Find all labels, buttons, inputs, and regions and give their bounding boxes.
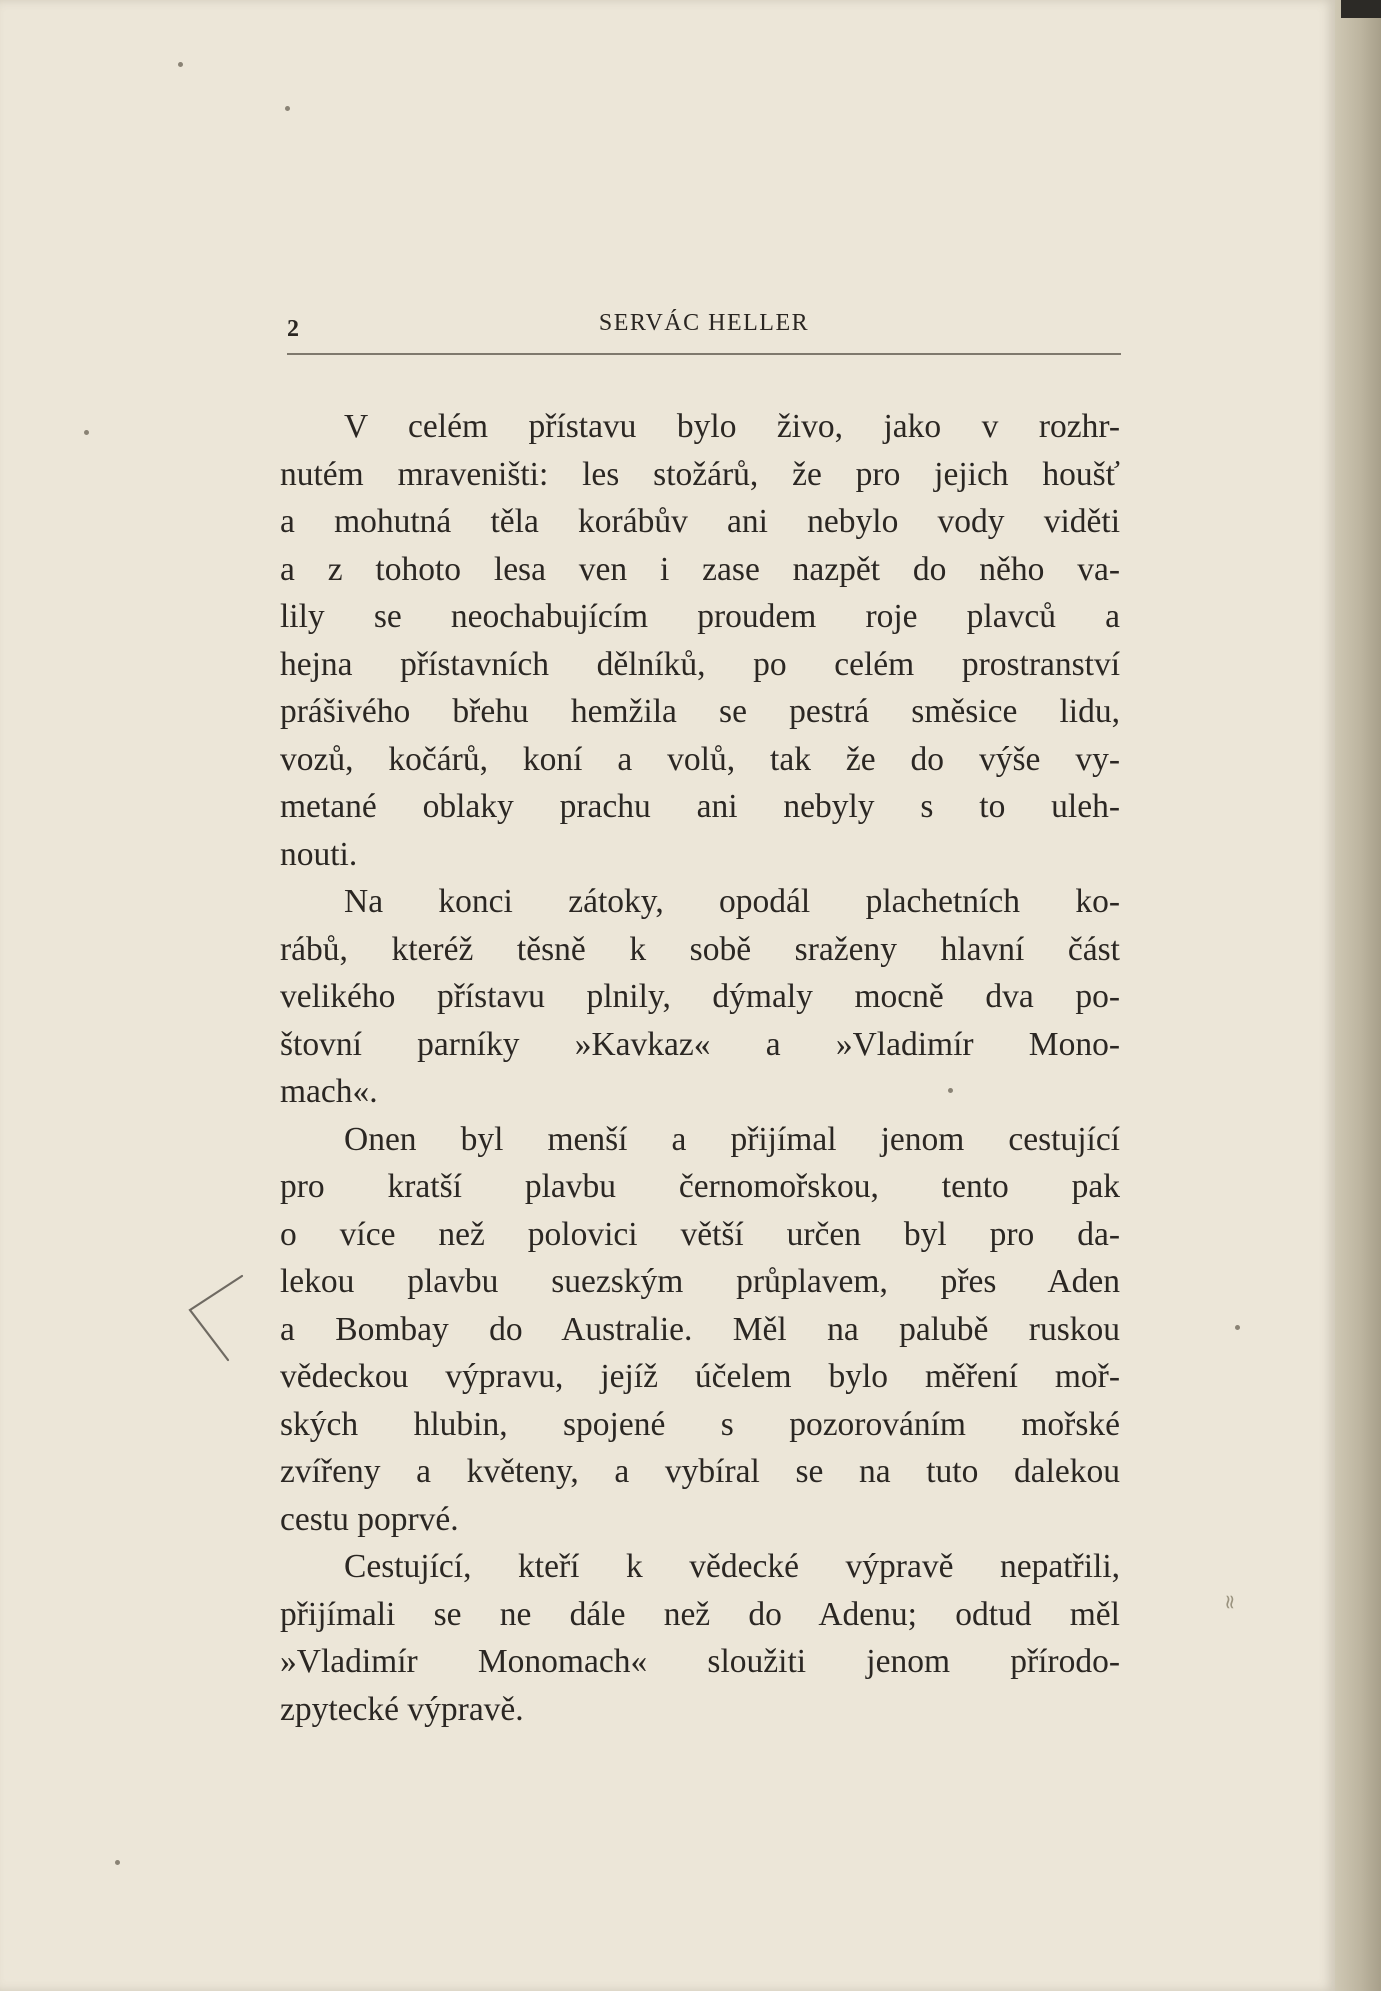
text-line: rábů, kteréž těsně k sobě sraženy hlavní část bbox=[280, 930, 1120, 968]
book-edge bbox=[1335, 0, 1381, 1991]
text-line: a mohutná těla korábův ani nebylo vody viděti bbox=[280, 503, 1120, 540]
text-line: lekou plavbu suezským průplavem, přes Aden bbox=[280, 1263, 1120, 1300]
paper-speck bbox=[285, 106, 290, 111]
text-line: vědeckou výpravu, jejíž účelem bylo měření moř- bbox=[280, 1358, 1120, 1395]
text-line: nouti. bbox=[280, 835, 358, 873]
paper-speck bbox=[948, 1088, 953, 1093]
page-header bbox=[287, 308, 1121, 348]
paper-speck bbox=[1235, 1325, 1240, 1330]
page-number: 2 bbox=[287, 316, 299, 342]
text-line: »Vladimír Monomach« sloužiti jenom přírodo- bbox=[280, 1643, 1120, 1680]
text-line: nutém mraveništi: les stožárů, že pro jejich houšť bbox=[280, 455, 1120, 493]
paragraph-3 bbox=[280, 1116, 1120, 1544]
text-line: vozů, kočárů, koní a volů, tak že do výše vy- bbox=[280, 740, 1120, 778]
paragraph-1 bbox=[280, 403, 1120, 878]
text-line: zpytecké výpravě. bbox=[280, 1690, 524, 1728]
text-line: přijímali se ne dále než do Adenu; odtud měl bbox=[280, 1595, 1120, 1633]
paper-speck bbox=[84, 430, 89, 435]
text-line: metané oblaky prachu ani nebyly s to uleh- bbox=[280, 788, 1120, 825]
text-line: Onen byl menší a přijímal jenom cestující bbox=[344, 1120, 1120, 1158]
paper-speck bbox=[115, 1860, 120, 1865]
text-line: prášivého břehu hemžila se pestrá směsice lidu, bbox=[280, 693, 1120, 730]
paragraph-4 bbox=[280, 1543, 1120, 1733]
text-line: zvířeny a květeny, a vybíral se na tuto dalekou bbox=[280, 1453, 1120, 1490]
text-line: velikého přístavu plnily, dýmaly mocně dva po- bbox=[280, 978, 1120, 1015]
text-line: Cestující, kteří k vědecké výpravě nepatřili, bbox=[344, 1548, 1120, 1585]
text-line: hejna přístavních dělníků, po celém prostranství bbox=[280, 645, 1120, 683]
paper-speck bbox=[178, 62, 183, 67]
text-line: pro kratší plavbu černomořskou, tento pak bbox=[280, 1168, 1120, 1205]
text-line: ských hlubin, spojené s pozorováním mořské bbox=[280, 1405, 1120, 1443]
paragraph-2 bbox=[280, 878, 1120, 1116]
text-line: cestu poprvé. bbox=[280, 1500, 459, 1538]
text-line: o více než polovici větší určen byl pro da- bbox=[280, 1215, 1120, 1253]
text-line: mach«. bbox=[280, 1073, 378, 1110]
scan-corner bbox=[1341, 0, 1381, 18]
text-line: a Bombay do Australie. Měl na palubě ruskou bbox=[280, 1310, 1120, 1348]
text-line: Na konci zátoky, opodál plachetních ko- bbox=[344, 883, 1120, 920]
pencil-margin-mark bbox=[180, 1268, 250, 1368]
running-head: SERVÁC HELLER bbox=[598, 310, 810, 336]
body-text bbox=[280, 403, 1120, 1733]
edge-scribble-icon: ≈ bbox=[1218, 1593, 1243, 1611]
text-line: V celém přístavu bylo živo, jako v rozhr- bbox=[344, 408, 1120, 445]
text-line: štovní parníky »Kavkaz« a »Vladimír Mono- bbox=[280, 1025, 1120, 1063]
text-line: lily se neochabujícím proudem roje plavců a bbox=[280, 598, 1120, 635]
header-rule bbox=[287, 353, 1121, 355]
text-line: a z tohoto lesa ven i zase nazpět do něho va- bbox=[280, 550, 1120, 588]
